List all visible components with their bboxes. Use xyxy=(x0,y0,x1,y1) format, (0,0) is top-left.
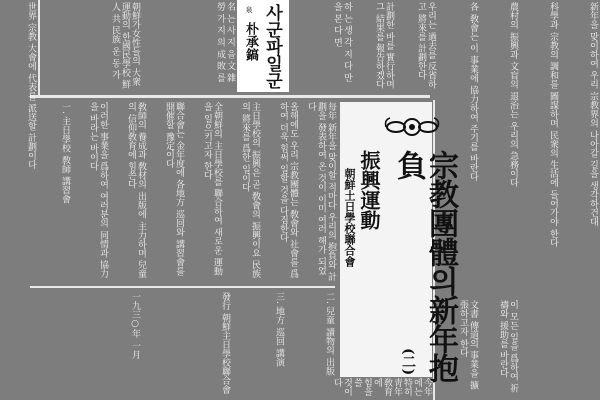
floral-ornament-icon xyxy=(382,112,442,142)
body-col-3: 主日學校의 振興은 곧 敎會의 振興이요 民族의 將來를 爲한 일이다 xyxy=(240,102,260,279)
top-article-text-left: 朝鮮가女性들의 大衆運動의 한國民學校 鮮人 共 民族 운 동 가 xyxy=(110,2,140,89)
body-col-11: 發行 朝鮮主日學校聯合會 xyxy=(220,292,230,394)
right-col-10: 이 모든 일을 爲하여 祈禱와 援助를 바란다 xyxy=(498,300,518,393)
body-col-2: 올해에도 우리 宗教團體는 敎會와 社會를 爲하여 더욱 힘써 일할 것을 다짐한다 xyxy=(278,102,298,279)
right-col-1: 新年을 맞이하여 우리 宗教界의 나아갈 길을 생각하건대 xyxy=(588,2,598,227)
body-col-9: 二. 兒童 讀物의 出版 xyxy=(324,292,334,376)
right-col-6: 計劃한 바를 實行하며 그 結果를 報告하겠다 xyxy=(374,2,394,89)
top-article-title: 사군파일군 xyxy=(262,4,282,89)
organization-name: 朝鮮土日學校聯合會 xyxy=(343,168,356,267)
body-col-1: 每年 新年을 맞이할 적마다 우리의 抱負와 計劃을 發表하여 온 것이 이미 여러 해가 되었다 xyxy=(306,102,336,282)
right-col-2: 科學과 宗教의 調和를 圖謀하며 民衆의 生活에 들어가야 한다 xyxy=(548,2,558,248)
body-col-5: 聯合會는 金年度에 各地方 巡回와 講習會를 開催할 豫定이다 xyxy=(164,102,184,276)
body-col-8: 一. 主日學校 敎師 講習會 xyxy=(60,102,70,204)
top-article-author: 朴承鎬 xyxy=(243,22,258,61)
body-col-4: 全朝鮮의 主日學校를 聯合하여 새로운 運動을 일으키고자 한다 xyxy=(202,102,222,276)
body-col-7: 이러한 事業을 爲하여 여러분의 同情과 協力을 바라는 바이다 xyxy=(88,102,108,279)
subheadline: 振興運動 xyxy=(357,150,381,230)
top-article-text-right: 하 는 생 각 지 다 만 을 본 다 면 xyxy=(332,2,352,83)
main-headline-number: (二) xyxy=(400,348,416,376)
right-col-5: 우리는 過去를 反省하고 將來를 計劃한다 xyxy=(416,2,436,89)
right-col-4: 各 敎會는 이 事業에 協力하여 주기를 바란다 xyxy=(468,2,478,182)
body-col-12: 一九三○年 一月 xyxy=(130,292,140,359)
right-col-7: 今年에는 特히 靑年 敎育에 힘을 쓸 것이다 xyxy=(332,378,432,396)
main-headline: 宗教團體의新年抱負 xyxy=(391,150,458,382)
top-article-text-mid: 名 는 사 지 을 文 雜 勞 가 지 의 成 敗 를 xyxy=(215,2,235,83)
right-col-3: 農村의 振興과 文盲의 退治는 우리의 急務이다 xyxy=(508,2,518,188)
lower-divider xyxy=(30,286,335,288)
body-col-6: 敎師의 養成과 敎材의 出版에 主力하며 兒童의 信仰敎育에 힘쓴다 xyxy=(126,102,146,279)
body-col-10: 三. 地方 巡回 講演 xyxy=(274,292,284,367)
top-vertical-divider xyxy=(38,0,40,95)
right-col-9: 文書 傳道의 事業을 擴張하고자 한다 xyxy=(458,300,478,390)
right-col-8: 世界 宗教 大會에 代表를 派送할 計劃이다 xyxy=(26,2,36,170)
top-article-author-prefix: 泉 xyxy=(245,6,253,13)
